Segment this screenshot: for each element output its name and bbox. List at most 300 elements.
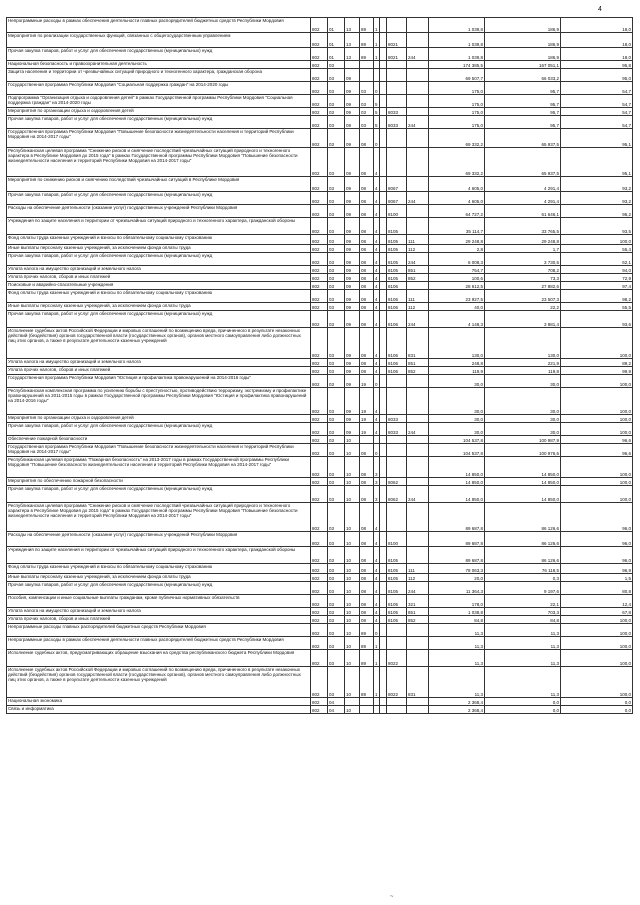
cell-vr: 851 — [407, 359, 429, 366]
cell-pr: 03 — [328, 359, 345, 366]
row-name: Национальная экономика — [7, 698, 311, 705]
cell-rz: 802 — [311, 18, 328, 32]
cell-rz: 802 — [311, 637, 328, 649]
cell-planned: 30,0 — [429, 423, 485, 435]
cell-pr: 04 — [328, 698, 345, 705]
row-name: Государственная программа Республики Мордовия "Повышение безопасности жизнедеятельности населения и территорий Республики Мордовия на 2014-2017 годы" — [7, 129, 311, 147]
cell-cs1: 13 — [345, 18, 360, 32]
cell-rz: 802 — [311, 205, 328, 217]
cell-rz: 802 — [311, 328, 328, 358]
cell-rz: 802 — [311, 192, 328, 204]
row-name: Исполнение судебных актов Российской Федерации и мировых соглашений по возмещению вреда, причиненного в результате незаконных действий (бездействия) органов государственной власти (государственных органов), органов местного самоуправления либо должностных лиц этих органов, а также в результате деятельности казенных учреждений — [7, 328, 311, 358]
cell-percent: 54,7 — [561, 108, 633, 115]
cell-rz: 802 — [311, 245, 328, 252]
cell-pr: 03 — [328, 532, 345, 546]
table-row — [7, 218, 633, 235]
cell-pr: 03 — [328, 478, 345, 485]
cell-percent: 99,9 — [561, 367, 633, 374]
row-name: Уплата прочих налогов, сборов и иных платежей — [7, 367, 311, 374]
cell-pr: 01 — [328, 48, 345, 60]
cell-cs4 — [380, 290, 387, 302]
table-row — [7, 595, 633, 608]
cell-rz: 802 — [311, 650, 328, 666]
cell-vr: 244 — [407, 582, 429, 594]
cell-cs4 — [380, 582, 387, 594]
cell-pr: 01 — [328, 33, 345, 47]
cell-cs1: 10 — [345, 457, 360, 477]
cell-cs2: 08 — [360, 192, 374, 204]
row-name: Непрограммные расходы в рамках обеспечения деятельности главных распорядителей бюджетных средств Республики Мордовия — [7, 18, 311, 32]
cell-cs3: 4 — [374, 503, 380, 531]
cell-cs4 — [380, 129, 387, 147]
cell-cs1: 09 — [345, 423, 360, 435]
table-row — [7, 177, 633, 192]
table-row — [7, 698, 633, 706]
cell-vr — [407, 547, 429, 563]
cell-cs2: 08 — [360, 290, 374, 302]
row-name: Мероприятия по реализации государственных функций, связанных с общегосударственным управлением — [7, 33, 311, 47]
cell-planned: 29 248,8 — [429, 235, 485, 244]
cell-cs3: 0 — [374, 624, 380, 636]
cell-cs5: 8105 — [387, 235, 407, 244]
cell-cs2: 08 — [360, 478, 374, 485]
cell-executed: 186,9 — [485, 48, 561, 60]
cell-cs2: 08 — [360, 311, 374, 327]
cell-cs3: 5 — [374, 108, 380, 115]
row-name: Учреждения по защите населения и территории от чрезвычайных ситуаций природного и техногенного характера, гражданской обороны — [7, 218, 311, 234]
cell-cs5: 8067 — [387, 177, 407, 191]
row-name: Прочая закупка товаров, работ и услуг для обеспечения государственных (муниципальных) нужд — [7, 116, 311, 128]
cell-pr: 03 — [328, 503, 345, 531]
cell-rz: 802 — [311, 624, 328, 636]
cell-cs3: 4 — [374, 532, 380, 546]
cell-planned: 4 605,0 — [429, 177, 485, 191]
cell-cs5: 8106 — [387, 328, 407, 358]
cell-cs4 — [380, 547, 387, 563]
cell-planned: 89 687,8 — [429, 547, 485, 563]
cell-cs4 — [380, 595, 387, 607]
cell-vr — [407, 205, 429, 217]
cell-cs3: 3 — [374, 486, 380, 502]
cell-cs3: 0 — [374, 129, 380, 147]
cell-cs2 — [360, 698, 374, 705]
cell-pr: 03 — [328, 61, 345, 68]
cell-vr — [407, 375, 429, 387]
cell-executed: 30,0 — [485, 423, 561, 435]
cell-planned: 78 063,3 — [429, 564, 485, 573]
cell-cs1: 09 — [345, 218, 360, 234]
cell-cs2: 08 — [360, 503, 374, 531]
table-row — [7, 303, 633, 311]
cell-executed: 95,7 — [485, 108, 561, 115]
cell-cs1: 09 — [345, 82, 360, 94]
cell-cs5: 8105 — [387, 595, 407, 607]
cell-rz: 802 — [311, 359, 328, 366]
cell-cs2: 08 — [360, 486, 374, 502]
table-row — [7, 69, 633, 82]
cell-cs2: 89 — [360, 637, 374, 649]
cell-cs4 — [380, 282, 387, 289]
cell-pr: 04 — [328, 706, 345, 713]
cell-cs1: 10 — [345, 547, 360, 563]
cell-cs1: 10 — [345, 667, 360, 697]
row-name: Прочая закупка товаров, работ и услуг для обеспечения государственных (муниципальных) нужд — [7, 423, 311, 435]
row-name: Поисковые и аварийно-спасательные учреждения — [7, 282, 311, 289]
cell-executed: 95,7 — [485, 82, 561, 94]
cell-pr: 03 — [328, 388, 345, 414]
cell-cs4 — [380, 503, 387, 531]
cell-cs3: 4 — [374, 311, 380, 327]
row-name: Республиканская целевая программа "Снижение рисков и смягчение последствий чрезвычайных ситуаций природного и техногенного характера в Республике Мордовия до 2015 года" в рамках Государственной программы Республики Мордовия "Повышение безопасности жизнедеятельности населения и территорий Республики Мордовия на 2014-2017 годы" — [7, 148, 311, 176]
cell-cs4 — [380, 650, 387, 666]
table-row — [7, 95, 633, 108]
cell-rz: 802 — [311, 444, 328, 456]
cell-vr — [407, 637, 429, 649]
cell-rz: 802 — [311, 82, 328, 94]
table-row — [7, 48, 633, 61]
cell-pr: 03 — [328, 116, 345, 128]
row-name: Подпрограмма "Организация отдыха и оздоровления детей" в рамках Государственной программы Республики Мордовия "Социальная поддержка граждан" на 2014-2020 годы — [7, 95, 311, 107]
table-row — [7, 245, 633, 253]
cell-pr: 03 — [328, 129, 345, 147]
cell-percent: 100,0 — [561, 478, 633, 485]
cell-cs5: 8100 — [387, 532, 407, 546]
row-name: Прочая закупка товаров, работ и услуг для обеспечения государственных (муниципальных) нужд — [7, 192, 311, 204]
cell-vr — [407, 706, 429, 713]
cell-cs1: 10 — [345, 486, 360, 502]
cell-rz: 802 — [311, 486, 328, 502]
cell-planned: 14 850,0 — [429, 486, 485, 502]
cell-planned: 2 368,4 — [429, 698, 485, 705]
cell-executed: 23 507,3 — [485, 290, 561, 302]
cell-cs5 — [387, 18, 407, 32]
cell-cs3: 0 — [374, 82, 380, 94]
cell-rz: 802 — [311, 282, 328, 289]
cell-percent: 96,0 — [561, 532, 633, 546]
cell-executed: 86 126,6 — [485, 532, 561, 546]
cell-planned: 104 537,8 — [429, 436, 485, 443]
table-row — [7, 290, 633, 303]
table-row — [7, 18, 633, 33]
cell-planned: 2 368,4 — [429, 706, 485, 713]
cell-cs3: 4 — [374, 245, 380, 252]
cell-vr: 321 — [407, 595, 429, 607]
cell-vr — [407, 282, 429, 289]
cell-percent: 97,4 — [561, 282, 633, 289]
cell-cs1: 10 — [345, 624, 360, 636]
cell-rz: 802 — [311, 311, 328, 327]
cell-cs2: 89 — [360, 48, 374, 60]
cell-cs1: 09 — [345, 375, 360, 387]
row-name: Фонд оплаты труда казенных учреждений и взносы по обязательному социальному страхованию — [7, 235, 311, 244]
cell-cs1 — [345, 61, 360, 68]
cell-cs1: 09 — [345, 95, 360, 107]
cell-cs5 — [387, 444, 407, 456]
cell-cs3: 4 — [374, 205, 380, 217]
cell-vr: 244 — [407, 48, 429, 60]
cell-cs5 — [387, 61, 407, 68]
cell-planned: 35 114,7 — [429, 218, 485, 234]
cell-cs1: 10 — [345, 478, 360, 485]
cell-planned: 100,6 — [429, 274, 485, 281]
cell-cs1: 09 — [345, 108, 360, 115]
cell-cs5: 8033 — [387, 108, 407, 115]
cell-pr: 03 — [328, 564, 345, 573]
cell-rz: 802 — [311, 95, 328, 107]
cell-cs4 — [380, 359, 387, 366]
row-name: Иные выплаты персоналу казенных учреждений, за исключением фонда оплаты труда — [7, 303, 311, 310]
cell-percent: 98,2 — [561, 290, 633, 302]
cell-cs5: 8105 — [387, 218, 407, 234]
cell-cs3: 4 — [374, 415, 380, 422]
cell-executed: 167 051,1 — [485, 61, 561, 68]
cell-cs2 — [360, 61, 374, 68]
table-row — [7, 388, 633, 415]
cell-cs3: 4 — [374, 388, 380, 414]
cell-rz: 802 — [311, 129, 328, 147]
cell-cs4 — [380, 436, 387, 443]
cell-cs4 — [380, 667, 387, 697]
cell-executed: 66 033,2 — [485, 69, 561, 81]
cell-pr: 01 — [328, 18, 345, 32]
cell-percent: 100,0 — [561, 375, 633, 387]
row-name: Уплата прочих налогов, сборов и иных платежей — [7, 274, 311, 281]
cell-percent: 100,0 — [561, 423, 633, 435]
cell-cs4 — [380, 478, 387, 485]
cell-cs1: 09 — [345, 274, 360, 281]
cell-executed: 14 850,0 — [485, 478, 561, 485]
table-row — [7, 547, 633, 564]
row-name: Непрограммные расходы в рамках обеспечения деятельности главных распорядителей бюджетных средств Республики Мордовия — [7, 637, 311, 649]
cell-cs5: 8105 — [387, 266, 407, 273]
cell-pr: 03 — [328, 148, 345, 176]
cell-planned: 30,0 — [429, 415, 485, 422]
cell-pr: 03 — [328, 457, 345, 477]
row-name: Прочая закупка товаров, работ и услуг для обеспечения государственных (муниципальных) нужд — [7, 48, 311, 60]
cell-cs5: 8062 — [387, 478, 407, 485]
cell-cs5: 8033 — [387, 116, 407, 128]
cell-rz: 802 — [311, 388, 328, 414]
cell-cs4 — [380, 108, 387, 115]
cell-planned: 1 039,8 — [429, 33, 485, 47]
cell-planned: 64 727,2 — [429, 205, 485, 217]
cell-planned: 11,3 — [429, 637, 485, 649]
table-row — [7, 667, 633, 698]
cell-cs4 — [380, 415, 387, 422]
cell-executed: 1,7 — [485, 245, 561, 252]
row-name: Иные выплаты персоналу казенных учреждений, за исключением фонда оплаты труда — [7, 245, 311, 252]
cell-cs5 — [387, 95, 407, 107]
cell-pr: 03 — [328, 608, 345, 615]
cell-cs3: 4 — [374, 574, 380, 581]
cell-executed: 95,7 — [485, 95, 561, 107]
cell-executed: 221,9 — [485, 359, 561, 366]
cell-executed: 76 118,5 — [485, 564, 561, 573]
table-row — [7, 706, 633, 714]
cell-executed: 3 881,4 — [485, 311, 561, 327]
table-row — [7, 235, 633, 245]
cell-cs1: 10 — [345, 608, 360, 615]
cell-cs2: 08 — [360, 444, 374, 456]
cell-percent: 54,7 — [561, 82, 633, 94]
cell-cs2: 08 — [360, 574, 374, 581]
cell-percent: 0,0 — [561, 706, 633, 713]
cell-cs3: 4 — [374, 253, 380, 265]
table-row — [7, 582, 633, 595]
cell-planned: 11,3 — [429, 667, 485, 697]
cell-cs4 — [380, 624, 387, 636]
row-name: Защита населения и территории от чрезвычайных ситуаций природного и техногенного характера, гражданская оборона — [7, 69, 311, 81]
cell-cs4 — [380, 69, 387, 81]
cell-cs3: 4 — [374, 564, 380, 573]
cell-pr: 03 — [328, 192, 345, 204]
cell-cs5: 8105 — [387, 564, 407, 573]
table-row — [7, 486, 633, 503]
table-row — [7, 61, 633, 69]
cell-executed: 30,0 — [485, 375, 561, 387]
cell-cs4 — [380, 235, 387, 244]
cell-cs3: 1 — [374, 18, 380, 32]
cell-cs4 — [380, 274, 387, 281]
table-row — [7, 532, 633, 547]
cell-planned: 40,0 — [429, 303, 485, 310]
cell-pr: 03 — [328, 95, 345, 107]
cell-cs1: 09 — [345, 328, 360, 358]
cell-vr: 831 — [407, 328, 429, 358]
cell-planned: 1 038,8 — [429, 608, 485, 615]
cell-cs3: 1 — [374, 667, 380, 697]
cell-pr: 03 — [328, 205, 345, 217]
cell-cs1: 10 — [345, 444, 360, 456]
cell-cs1: 10 — [345, 582, 360, 594]
row-name: Пособия, компенсации и иные социальные выплаты гражданам, кроме публичных нормативных обязательств — [7, 595, 311, 607]
cell-cs2: 89 — [360, 650, 374, 666]
cell-planned: 69 507,7 — [429, 69, 485, 81]
cell-planned: 28 612,5 — [429, 282, 485, 289]
cell-vr — [407, 415, 429, 422]
cell-cs1: 09 — [345, 266, 360, 273]
cell-pr: 03 — [328, 423, 345, 435]
cell-pr: 03 — [328, 253, 345, 265]
cell-percent: 94,0 — [561, 266, 633, 273]
cell-cs1: 10 — [345, 503, 360, 531]
cell-executed: 30,0 — [485, 415, 561, 422]
cell-cs2: 08 — [360, 266, 374, 273]
cell-rz: 802 — [311, 667, 328, 697]
cell-executed: 11,3 — [485, 667, 561, 697]
cell-cs3: 0 — [374, 444, 380, 456]
cell-executed: 11,3 — [485, 637, 561, 649]
cell-cs2: 08 — [360, 359, 374, 366]
row-name: Обеспечение пожарной безопасности — [7, 436, 311, 443]
cell-cs5: 8033 — [387, 423, 407, 435]
cell-cs1: 09 — [345, 192, 360, 204]
cell-vr: 111 — [407, 235, 429, 244]
cell-cs2: 08 — [360, 547, 374, 563]
cell-executed: 65 937,5 — [485, 148, 561, 176]
cell-rz: 802 — [311, 375, 328, 387]
cell-cs4 — [380, 33, 387, 47]
cell-planned: 174 385,5 — [429, 61, 485, 68]
cell-cs2: 08 — [360, 303, 374, 310]
cell-rz: 802 — [311, 616, 328, 623]
cell-cs2: 08 — [360, 532, 374, 546]
cell-vr: 111 — [407, 564, 429, 573]
cell-cs3: 3 — [374, 478, 380, 485]
table-row — [7, 282, 633, 290]
cell-pr: 03 — [328, 444, 345, 456]
table-row — [7, 359, 633, 367]
row-name: Исполнение судебных актов Российской Федерации и мировых соглашений по возмещению вреда, причиненного в результате незаконных действий (бездействия) органов государственной власти (государственных органов), органов местного самоуправления либо должностных лиц этих органов, а также в результате деятельности казенных учреждений — [7, 667, 311, 697]
cell-rz: 802 — [311, 218, 328, 234]
row-name: Республиканская целевая программа "Снижение рисков и смягчение последствий чрезвычайных ситуаций природного и техногенного характера в Республике Мордовия до 2015 года" в рамках Государственной программы Республики Мордовия "Повышение безопасности жизнедеятельности населения и территорий Республики Мордовия на 2014-2017 годы" — [7, 503, 311, 531]
cell-cs2: 08 — [360, 582, 374, 594]
cell-vr: 852 — [407, 274, 429, 281]
cell-percent: 100,0 — [561, 616, 633, 623]
cell-cs3: 4 — [374, 266, 380, 273]
cell-cs1: 09 — [345, 311, 360, 327]
row-name: Государственная программа Республики Мордовия "Повышение безопасности жизнедеятельности населения и территорий Республики Мордовия на 2014-2017 годы" — [7, 444, 311, 456]
cell-cs2: 19 — [360, 375, 374, 387]
cell-cs1: 10 — [345, 436, 360, 443]
cell-vr: 244 — [407, 423, 429, 435]
cell-pr: 03 — [328, 486, 345, 502]
cell-cs3: 3 — [374, 457, 380, 477]
cell-executed: 22,2 — [485, 303, 561, 310]
cell-planned: 2,8 — [429, 245, 485, 252]
cell-planned: 69 332,2 — [429, 129, 485, 147]
table-row — [7, 82, 633, 95]
cell-cs3: 1 — [374, 33, 380, 47]
cell-rz: 802 — [311, 177, 328, 191]
cell-cs2: 08 — [360, 129, 374, 147]
table-row — [7, 33, 633, 48]
cell-percent: 96,6 — [561, 444, 633, 456]
cell-vr — [407, 503, 429, 531]
cell-cs1: 09 — [345, 388, 360, 414]
table-row — [7, 564, 633, 574]
cell-percent: 0,0 — [561, 698, 633, 705]
cell-cs5 — [387, 375, 407, 387]
cell-cs4 — [380, 82, 387, 94]
cell-cs5 — [387, 457, 407, 477]
cell-percent: 62,1 — [561, 253, 633, 265]
cell-cs2: 08 — [360, 218, 374, 234]
cell-cs1 — [345, 698, 360, 705]
row-name: Уплата налога на имущество организаций и земельного налога — [7, 266, 311, 273]
cell-pr: 03 — [328, 245, 345, 252]
cell-percent: 93,5 — [561, 218, 633, 234]
cell-percent: 80,8 — [561, 582, 633, 594]
cell-planned: 89 687,8 — [429, 532, 485, 546]
cell-rz: 802 — [311, 436, 328, 443]
cell-cs2: 08 — [360, 253, 374, 265]
cell-percent: 72,9 — [561, 274, 633, 281]
cell-planned: 30,0 — [429, 375, 485, 387]
cell-planned: 1 039,8 — [429, 48, 485, 60]
cell-cs1: 10 — [345, 706, 360, 713]
cell-pr: 03 — [328, 303, 345, 310]
cell-cs1: 09 — [345, 177, 360, 191]
cell-executed: 22,1 — [485, 595, 561, 607]
cell-cs5: 8105 — [387, 616, 407, 623]
cell-cs4 — [380, 367, 387, 374]
cell-cs5 — [387, 637, 407, 649]
cell-cs4 — [380, 95, 387, 107]
cell-vr — [407, 444, 429, 456]
cell-vr — [407, 624, 429, 636]
cell-executed: 84,8 — [485, 616, 561, 623]
